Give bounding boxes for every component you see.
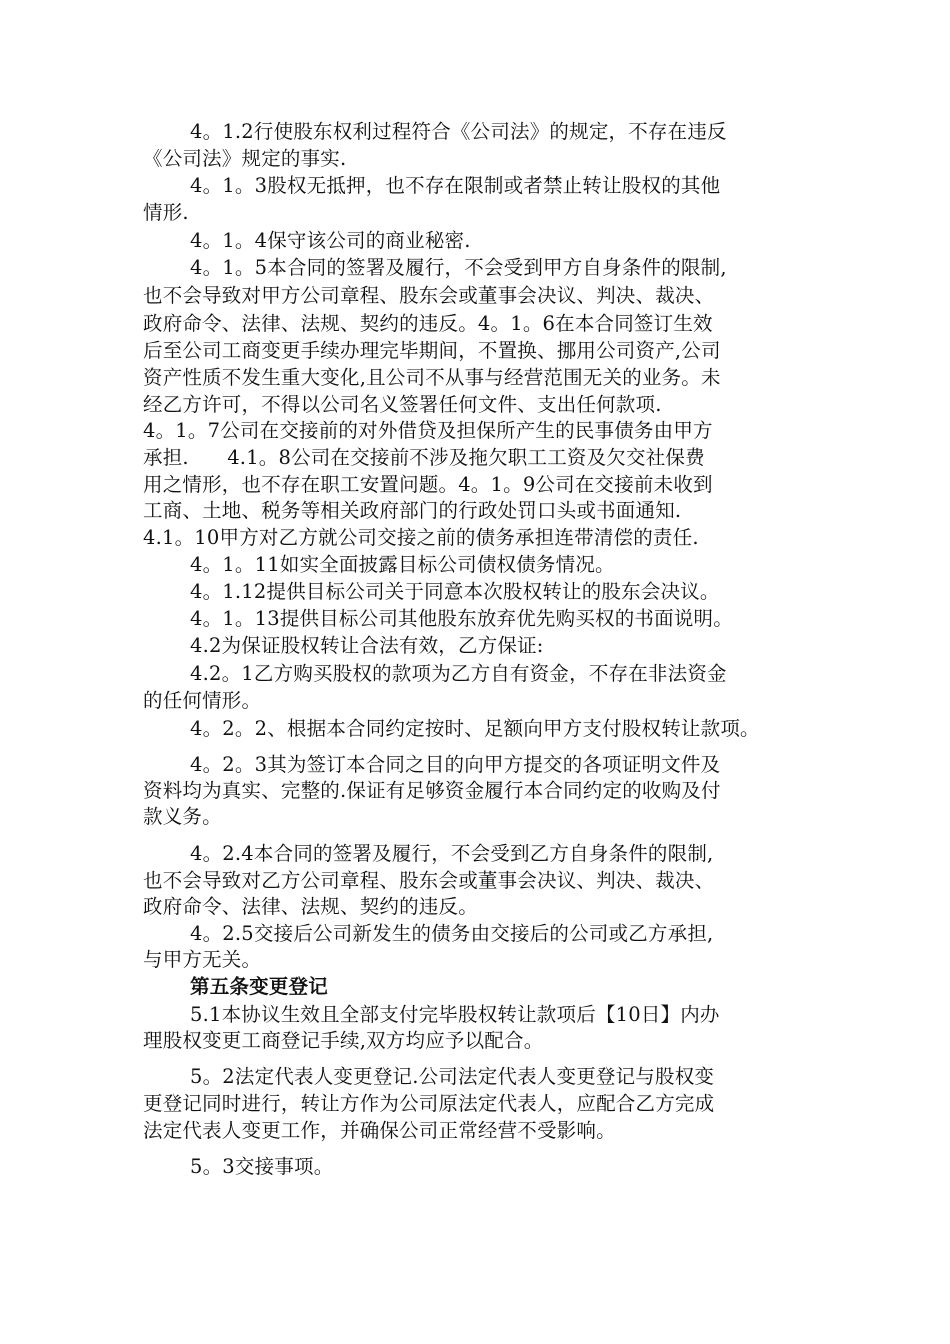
text-line: 承担. 4.1。8公司在交接前不涉及拖欠职工工资及欠交社保费 [143,446,705,469]
text-line: 政府命令、法律、法规、契约的违反。4。1。6在本合同签订生效 [143,312,713,335]
text-line: 用之情形，也不存在职工安置问题。4。1。9公司在交接前未收到 [143,473,713,496]
text-line: 也不会导致对甲方公司章程、股东会或董事会决议、判决、裁决、 [143,284,715,307]
text-line: 的任何情形。 [143,689,262,712]
text-line: 5.1本协议生效且全部支付完毕股权转让款项后【10日】内办 [190,1003,720,1026]
text-line: 4。2。3其为签订本合同之目的向甲方提交的各项证明文件及 [190,753,721,776]
text-line: 工商、土地、税务等相关政府部门的行政处罚口头或书面通知. [143,499,682,522]
text-line: 资产性质不发生重大变化,且公司不从事与经营范围无关的业务。未 [143,366,721,389]
text-line: 5。2法定代表人变更登记.公司法定代表人变更登记与股权变 [190,1065,715,1088]
text-line: 法定代表人变更工作，并确保公司正常经营不受影响。 [143,1119,616,1142]
text-line: 4.2为保证股权转让合法有效，乙方保证: [190,634,544,657]
text-line: 情形. [143,201,189,224]
text-line: 4。1。4保守该公司的商业秘密. [190,229,471,252]
text-line: 4。2.5交接后公司新发生的债务由交接后的公司或乙方承担, [190,922,714,945]
text-line: 后至公司工商变更手续办理完毕期间，不置换、挪用公司资产,公司 [143,339,721,362]
section-heading: 第五条变更登记 [190,975,328,998]
text-line: 4。1.2行使股东权利过程符合《公司法》的规定，不存在违反 [190,120,727,143]
text-line: 4。1。11如实全面披露目标公司债权债务情况。 [190,553,615,576]
text-line: 也不会导致对乙方公司章程、股东会或董事会决议、判决、裁决、 [143,869,715,892]
text-line: 经乙方许可，不得以公司名义签署任何文件、支出任何款项. [143,393,662,416]
text-line: 4。1。13提供目标公司其他股东放弃优先购买权的书面说明。 [190,607,733,630]
text-line: 资料均为真实、完整的.保证有足够资金履行本合同约定的收购及付 [143,779,721,802]
text-line: 与甲方无关。 [143,948,262,971]
text-line: 5。3交接事项。 [190,1155,334,1178]
text-line: 4。2.4本合同的签署及履行，不会受到乙方自身条件的限制, [190,842,714,865]
text-line: 理股权变更工商登记手续,双方均应予以配合。 [143,1029,544,1052]
text-line: 4。1。3股权无抵押，也不存在限制或者禁止转让股权的其他 [190,174,721,197]
text-line: 4。2。2、根据本合同约定按时、足额向甲方支付股权转让款项。 [190,717,760,740]
text-line: 4。1。5本合同的签署及履行，不会受到甲方自身条件的限制, [190,256,727,279]
text-line: 政府命令、法律、法规、契约的违反。 [143,895,478,918]
text-line: 4.2。1乙方购买股权的款项为乙方自有资金，不存在非法资金 [190,662,727,685]
text-line: 《公司法》规定的事实. [143,147,347,170]
text-line: 更登记同时进行，转让方作为公司原法定代表人，应配合乙方完成 [143,1092,715,1115]
text-line: 款义务。 [143,805,222,828]
text-line: 4。1.12提供目标公司关于同意本次股权转让的股东会决议。 [190,580,720,603]
text-line: 4.1。10甲方对乙方就公司交接之前的债务承担连带清偿的责任. [143,526,699,549]
text-line: 4。1。7公司在交接前的对外借贷及担保所产生的民事债务由甲方 [143,419,713,442]
